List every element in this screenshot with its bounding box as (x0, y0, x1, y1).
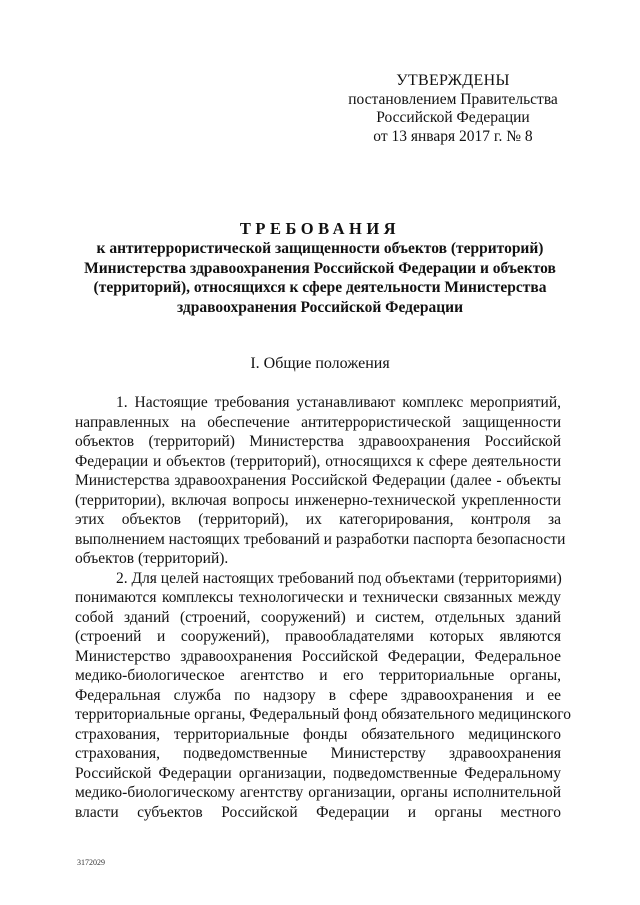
paragraph-1-line: (территории), включая вопросы инженерно-технической укрепленности (75, 491, 561, 509)
paragraph-1-line: этих объектов (территорий), их категорирования, контроля за (75, 511, 561, 528)
subtitle-line: к антитеррористической защищенности объектов (территорий) (96, 240, 544, 257)
paragraph-1-line: объектов (территорий). (75, 550, 229, 567)
paragraph-2-line: Министерство здравоохранения Российской Федерации, Федеральное (75, 647, 561, 665)
paragraph-2-line: (строений и сооружений), правообладателями которых являются (75, 628, 561, 645)
subtitle-line: Министерства здравоохранения Российской Федерации и объектов (84, 259, 556, 277)
paragraph-2-line: собой зданий (строений, сооружений) и систем, отдельных зданий (75, 608, 561, 626)
approval-resolution: постановлением Правительства (348, 90, 558, 108)
paragraph-1-line: объектов (территорий) Министерства здравоохранения Российской (75, 433, 561, 450)
approval-heading: УТВЕРЖДЕНЫ (396, 72, 510, 89)
paragraph-2-line: власти субъектов Российской Федерации и органы местного (75, 803, 561, 821)
paragraph-2-line: понимаются комплексы технологически и технически связанных между (75, 589, 561, 606)
paragraph-2-line: Федеральная служба по надзору в сфере здравоохранения и ее (75, 686, 561, 704)
section-heading: I. Общие положения (250, 355, 390, 372)
paragraph-2-line: медико-биологическому агентству организации, органы исполнительной (75, 784, 561, 801)
approval-block (318, 72, 588, 146)
paragraph-1-line: направленных на обеспечение антитеррористической защищенности (75, 413, 561, 431)
document-subtitle (70, 239, 570, 317)
paragraph-1-line: Федерации и объектов (территорий), относящихся к сфере деятельности (75, 452, 561, 470)
paragraph-1-line: Министерства здравоохранения Российской Федерации (далее - объекты (75, 472, 561, 489)
subtitle-line: (территорий), относящихся к сфере деятельности Министерства (93, 279, 547, 296)
paragraph-1-line: 1. Настоящие требования устанавливают комплекс мероприятий, (116, 394, 561, 411)
body-text (75, 393, 571, 822)
paragraph-2-line: страхования, подведомственные Министерству здравоохранения (75, 745, 561, 762)
paragraph-2-line: Российской Федерации организации, подведомственные Федеральному (75, 764, 561, 782)
paragraph-1-line: выполнением настоящих требований и разработки паспорта безопасности (75, 530, 566, 548)
approval-authority: Российской Федерации (376, 109, 530, 127)
approval-date-number: от 13 января 2017 г. № 8 (373, 127, 533, 145)
paragraph-2-line: медико-биологическое агентство и его территориальные органы, (75, 667, 561, 684)
paragraph-2-line: 2. Для целей настоящих требований под объектами (территориями) (116, 569, 562, 587)
subtitle-line: здравоохранения Российской Федерации (176, 298, 464, 316)
document-code: 3172029 (77, 858, 105, 867)
paragraph-2-line: страхования, территориальные фонды обязательного медицинского (75, 725, 561, 743)
paragraph-2-line: территориальные органы, Федеральный фонд обязательного медицинского (75, 706, 571, 723)
document-title: ТРЕБОВАНИЯ (239, 219, 401, 238)
